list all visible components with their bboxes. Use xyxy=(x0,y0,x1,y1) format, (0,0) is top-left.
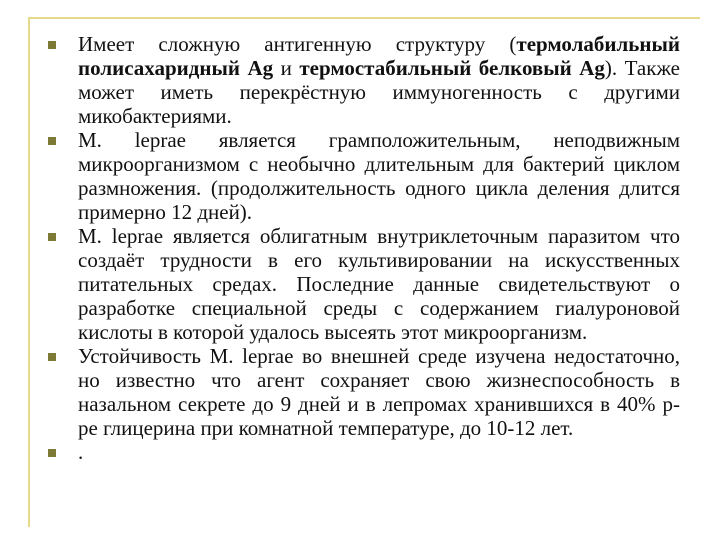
bullet-text: M. leprae является грамположительным, неподвижным микроорганизмом с необычно длительным для бактерий циклом размножения. (продолжительность одного цикла деления длится примерно 12 дней). xyxy=(78,128,680,224)
square-bullet-icon xyxy=(48,137,56,145)
square-bullet-icon xyxy=(48,41,56,49)
bullet-list xyxy=(44,32,680,464)
list-item xyxy=(44,440,680,464)
bullet-text: . xyxy=(78,440,84,464)
square-bullet-icon xyxy=(48,449,56,457)
bullet-text: Устойчивость M. leprae во внешней среде изучена недостаточно, но известно что агент сохраняет свою жизнеспособность в назальном секрете до 9 дней и в лепромах хранившихся в 40% р-ре глицерина при комнатной температуре, до 10-12 лет. xyxy=(78,344,680,440)
slide-frame-left-line xyxy=(28,17,30,527)
list-item xyxy=(44,224,680,344)
bold-term: термостабильный белковый Ag xyxy=(299,56,605,80)
list-item xyxy=(44,32,680,128)
list-item xyxy=(44,128,680,224)
list-item xyxy=(44,344,680,440)
bullet-text: Имеет сложную антигенную структуру (термолабильный полисахаридный Ag и термостабильный белковый Ag). Также может иметь перекрёстную иммуногенность с другими микобактериями. xyxy=(78,32,680,128)
square-bullet-icon xyxy=(48,233,56,241)
square-bullet-icon xyxy=(48,353,56,361)
slide-frame-top-line xyxy=(28,17,700,19)
bold-term: термолабильный полисахаридный Ag xyxy=(78,32,680,80)
bullet-text: M. leprae является облигатным внутриклеточным паразитом что создаёт трудности в его культивировании на искусственных питательных средах. Последние данные свидетельствуют о разработке специальной среды с содержанием гиалуроновой кислоты в которой удалось высеять этот микроорганизм. xyxy=(78,224,680,344)
